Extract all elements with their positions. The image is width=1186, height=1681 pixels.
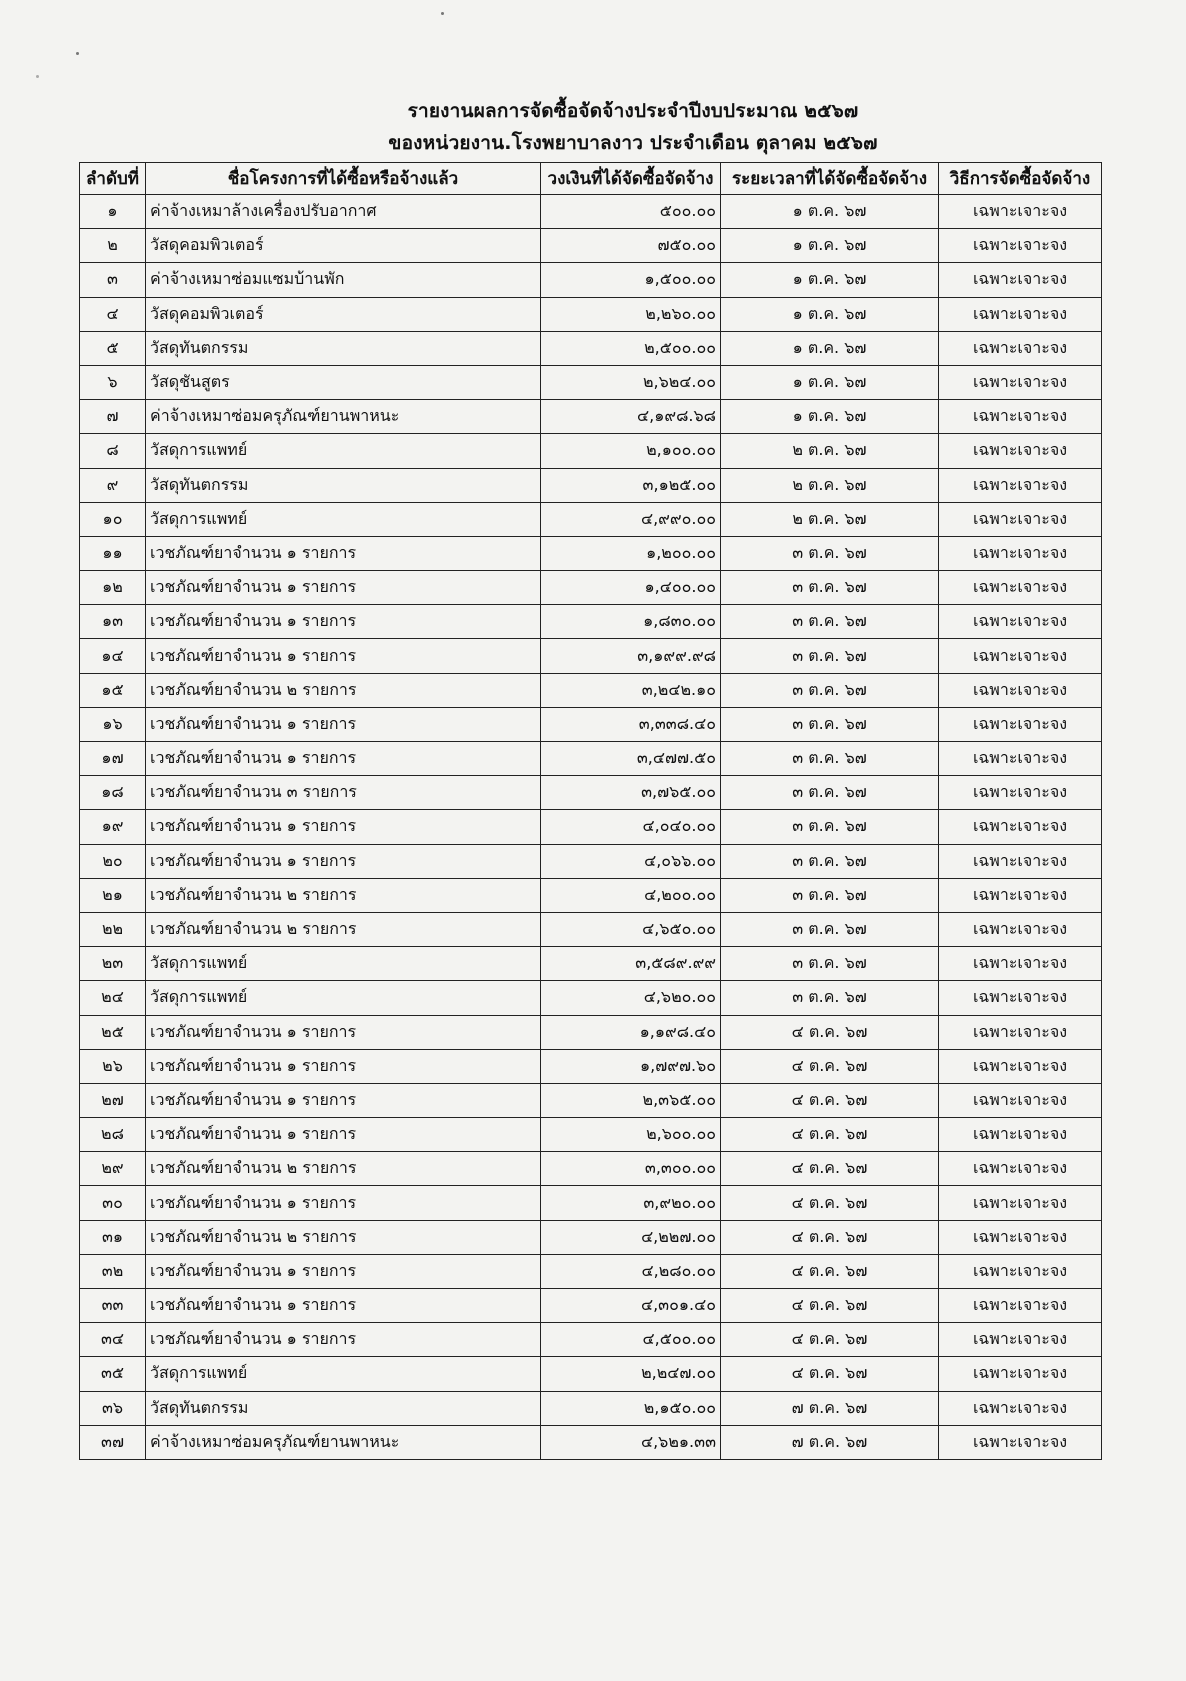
table-row [80,297,1102,331]
amount: ๔,๙๙๐.๐๐ [541,502,721,536]
amount: ๑,๘๓๐.๐๐ [541,605,721,639]
table-row [80,981,1102,1015]
row-number: ๒๒ [80,912,146,946]
table-row [80,742,1102,776]
procurement-method: เฉพาะเจาะจง [939,742,1102,776]
row-number: ๑๓ [80,605,146,639]
procurement-date: ๔ ต.ค. ๖๗ [721,1254,939,1288]
row-number: ๓ [80,263,146,297]
procurement-date: ๔ ต.ค. ๖๗ [721,1289,939,1323]
procurement-method: เฉพาะเจาะจง [939,912,1102,946]
amount: ๔,๑๙๘.๖๘ [541,400,721,434]
project-name: วัสดุชันสูตร [146,365,541,399]
procurement-date: ๔ ต.ค. ๖๗ [721,1323,939,1357]
procurement-method: เฉพาะเจาะจง [939,1152,1102,1186]
amount: ๔,๒๘๐.๐๐ [541,1254,721,1288]
row-number: ๑๒ [80,571,146,605]
procurement-method: เฉพาะเจาะจง [939,536,1102,570]
project-name: เวชภัณฑ์ยาจำนวน ๑ รายการ [146,1083,541,1117]
procurement-date: ๑ ต.ค. ๖๗ [721,297,939,331]
row-number: ๑๔ [80,639,146,673]
project-name: วัสดุการแพทย์ [146,434,541,468]
procurement-method: เฉพาะเจาะจง [939,1083,1102,1117]
project-name: เวชภัณฑ์ยาจำนวน ๑ รายการ [146,707,541,741]
project-name: ค่าจ้างเหมาซ่อมแซมบ้านพัก [146,263,541,297]
procurement-method: เฉพาะเจาะจง [939,571,1102,605]
scan-speck [441,12,444,15]
procurement-method: เฉพาะเจาะจง [939,1391,1102,1425]
project-name: เวชภัณฑ์ยาจำนวน ๑ รายการ [146,1289,541,1323]
table-body [80,195,1102,1460]
procurement-method: เฉพาะเจาะจง [939,331,1102,365]
amount: ๓,๑๙๙.๙๘ [541,639,721,673]
procurement-method: เฉพาะเจาะจง [939,195,1102,229]
row-number: ๖ [80,365,146,399]
amount: ๑,๑๙๘.๔๐ [541,1015,721,1049]
table-row [80,776,1102,810]
amount: ๔,๖๒๑.๓๓ [541,1425,721,1459]
table-row [80,536,1102,570]
table-row [80,707,1102,741]
project-name: วัสดุทันตกรรม [146,331,541,365]
project-name: เวชภัณฑ์ยาจำนวน ๑ รายการ [146,639,541,673]
project-name: ค่าจ้างเหมาซ่อมครุภัณฑ์ยานพาหนะ [146,1425,541,1459]
amount: ๒,๒๖๐.๐๐ [541,297,721,331]
procurement-date: ๓ ต.ค. ๖๗ [721,844,939,878]
procurement-date: ๑ ต.ค. ๖๗ [721,263,939,297]
amount: ๒,๓๖๕.๐๐ [541,1083,721,1117]
row-number: ๑๐ [80,502,146,536]
row-number: ๓๗ [80,1425,146,1459]
row-number: ๒๓ [80,947,146,981]
table-row [80,1118,1102,1152]
project-name: เวชภัณฑ์ยาจำนวน ๑ รายการ [146,1015,541,1049]
amount: ๓,๑๒๕.๐๐ [541,468,721,502]
amount: ๒,๖๐๐.๐๐ [541,1118,721,1152]
project-name: เวชภัณฑ์ยาจำนวน ๓ รายการ [146,776,541,810]
row-number: ๓๑ [80,1220,146,1254]
table-row [80,195,1102,229]
row-number: ๓๔ [80,1323,146,1357]
table-row [80,1152,1102,1186]
project-name: เวชภัณฑ์ยาจำนวน ๒ รายการ [146,1152,541,1186]
table-row [80,468,1102,502]
amount: ๔,๖๒๐.๐๐ [541,981,721,1015]
procurement-date: ๔ ต.ค. ๖๗ [721,1220,939,1254]
row-number: ๓๖ [80,1391,146,1425]
procurement-method: เฉพาะเจาะจง [939,981,1102,1015]
amount: ๒,๖๒๔.๐๐ [541,365,721,399]
table-row [80,1323,1102,1357]
table-row [80,229,1102,263]
project-name: เวชภัณฑ์ยาจำนวน ๑ รายการ [146,1254,541,1288]
report-title: รายงานผลการจัดซื้อจัดจ้างประจำปีงบประมาณ ๒๕๖๗ [407,100,859,122]
amount: ๔,๒๒๗.๐๐ [541,1220,721,1254]
procurement-date: ๔ ต.ค. ๖๗ [721,1186,939,1220]
amount: ๓,๕๘๙.๙๙ [541,947,721,981]
amount: ๔,๖๕๐.๐๐ [541,912,721,946]
procurement-method: เฉพาะเจาะจง [939,1015,1102,1049]
project-name: เวชภัณฑ์ยาจำนวน ๒ รายการ [146,1220,541,1254]
row-number: ๔ [80,297,146,331]
procurement-method: เฉพาะเจาะจง [939,707,1102,741]
column-header-date: ระยะเวลาที่ได้จัดซื้อจัดจ้าง [721,163,939,195]
project-name: เวชภัณฑ์ยาจำนวน ๑ รายการ [146,742,541,776]
procurement-method: เฉพาะเจาะจง [939,844,1102,878]
table-row [80,947,1102,981]
procurement-method: เฉพาะเจาะจง [939,947,1102,981]
amount: ๒,๑๐๐.๐๐ [541,434,721,468]
column-header-no: ลำดับที่ [80,163,146,195]
scan-speck [36,75,39,78]
procurement-method: เฉพาะเจาะจง [939,1049,1102,1083]
project-name: วัสดุคอมพิวเตอร์ [146,297,541,331]
table-row [80,434,1102,468]
procurement-method: เฉพาะเจาะจง [939,1289,1102,1323]
project-name: วัสดุการแพทย์ [146,502,541,536]
procurement-method: เฉพาะเจาะจง [939,434,1102,468]
row-number: ๓๓ [80,1289,146,1323]
table-row [80,673,1102,707]
table-row [80,331,1102,365]
table-row [80,844,1102,878]
row-number: ๒๘ [80,1118,146,1152]
project-name: เวชภัณฑ์ยาจำนวน ๑ รายการ [146,1049,541,1083]
procurement-date: ๓ ต.ค. ๖๗ [721,912,939,946]
row-number: ๑๑ [80,536,146,570]
procurement-method: เฉพาะเจาะจง [939,297,1102,331]
scan-speck [76,52,79,55]
row-number: ๘ [80,434,146,468]
row-number: ๒๖ [80,1049,146,1083]
row-number: ๒๙ [80,1152,146,1186]
column-header-method: วิธีการจัดซื้อจัดจ้าง [939,163,1102,195]
table-row [80,605,1102,639]
project-name: วัสดุทันตกรรม [146,468,541,502]
row-number: ๒๔ [80,981,146,1015]
procurement-method: เฉพาะเจาะจง [939,1118,1102,1152]
project-name: เวชภัณฑ์ยาจำนวน ๑ รายการ [146,844,541,878]
row-number: ๓๐ [80,1186,146,1220]
project-name: เวชภัณฑ์ยาจำนวน ๑ รายการ [146,1323,541,1357]
project-name: เวชภัณฑ์ยาจำนวน ๑ รายการ [146,810,541,844]
procurement-method: เฉพาะเจาะจง [939,502,1102,536]
project-name: ค่าจ้างเหมาซ่อมครุภัณฑ์ยานพาหนะ [146,400,541,434]
table-row [80,878,1102,912]
table-row [80,502,1102,536]
project-name: ค่าจ้างเหมาล้างเครื่องปรับอากาศ [146,195,541,229]
amount: ๔,๓๐๑.๔๐ [541,1289,721,1323]
row-number: ๒๑ [80,878,146,912]
amount: ๒,๕๐๐.๐๐ [541,331,721,365]
project-name: วัสดุทันตกรรม [146,1391,541,1425]
procurement-method: เฉพาะเจาะจง [939,878,1102,912]
row-number: ๑๙ [80,810,146,844]
amount: ๒,๑๕๐.๐๐ [541,1391,721,1425]
table-row [80,571,1102,605]
procurement-date: ๔ ต.ค. ๖๗ [721,1049,939,1083]
procurement-method: เฉพาะเจาะจง [939,1220,1102,1254]
amount: ๗๕๐.๐๐ [541,229,721,263]
project-name: เวชภัณฑ์ยาจำนวน ๑ รายการ [146,536,541,570]
procurement-method: เฉพาะเจาะจง [939,468,1102,502]
project-name: เวชภัณฑ์ยาจำนวน ๑ รายการ [146,1186,541,1220]
procurement-date: ๒ ต.ค. ๖๗ [721,468,939,502]
table-row [80,1391,1102,1425]
procurement-date: ๔ ต.ค. ๖๗ [721,1118,939,1152]
row-number: ๒๗ [80,1083,146,1117]
report-subtitle: ของหน่วยงาน.โรงพยาบาลงาว ประจำเดือน ตุลาคม ๒๕๖๗ [388,132,878,154]
amount: ๑,๕๐๐.๐๐ [541,263,721,297]
procurement-method: เฉพาะเจาะจง [939,365,1102,399]
procurement-date: ๑ ต.ค. ๖๗ [721,365,939,399]
table-row [80,365,1102,399]
procurement-date: ๓ ต.ค. ๖๗ [721,536,939,570]
procurement-date: ๓ ต.ค. ๖๗ [721,571,939,605]
procurement-method: เฉพาะเจาะจง [939,1323,1102,1357]
column-header-amount: วงเงินที่ได้จัดซื้อจัดจ้าง [541,163,721,195]
amount: ๒,๒๔๗.๐๐ [541,1357,721,1391]
row-number: ๓๕ [80,1357,146,1391]
procurement-date: ๑ ต.ค. ๖๗ [721,195,939,229]
project-name: วัสดุการแพทย์ [146,981,541,1015]
row-number: ๑ [80,195,146,229]
procurement-date: ๑ ต.ค. ๖๗ [721,400,939,434]
procurement-table [79,162,1102,1460]
procurement-date: ๑ ต.ค. ๖๗ [721,229,939,263]
amount: ๓,๓๓๘.๔๐ [541,707,721,741]
procurement-method: เฉพาะเจาะจง [939,263,1102,297]
procurement-date: ๒ ต.ค. ๖๗ [721,502,939,536]
project-name: วัสดุการแพทย์ [146,1357,541,1391]
row-number: ๕ [80,331,146,365]
procurement-date: ๓ ต.ค. ๖๗ [721,810,939,844]
amount: ๑,๔๐๐.๐๐ [541,571,721,605]
row-number: ๑๖ [80,707,146,741]
procurement-date: ๓ ต.ค. ๖๗ [721,673,939,707]
table-row [80,639,1102,673]
table-row [80,1049,1102,1083]
procurement-method: เฉพาะเจาะจง [939,1357,1102,1391]
row-number: ๒๐ [80,844,146,878]
procurement-date: ๔ ต.ค. ๖๗ [721,1015,939,1049]
table-row [80,1015,1102,1049]
row-number: ๑๗ [80,742,146,776]
table-row [80,912,1102,946]
procurement-date: ๔ ต.ค. ๖๗ [721,1357,939,1391]
row-number: ๑๕ [80,673,146,707]
amount: ๓,๓๐๐.๐๐ [541,1152,721,1186]
procurement-date: ๓ ต.ค. ๖๗ [721,639,939,673]
procurement-date: ๓ ต.ค. ๖๗ [721,707,939,741]
procurement-method: เฉพาะเจาะจง [939,639,1102,673]
procurement-date: ๔ ต.ค. ๖๗ [721,1152,939,1186]
table-row [80,1357,1102,1391]
procurement-method: เฉพาะเจาะจง [939,605,1102,639]
procurement-date: ๑ ต.ค. ๖๗ [721,331,939,365]
procurement-date: ๗ ต.ค. ๖๗ [721,1391,939,1425]
procurement-method: เฉพาะเจาะจง [939,673,1102,707]
procurement-date: ๒ ต.ค. ๖๗ [721,434,939,468]
row-number: ๗ [80,400,146,434]
row-number: ๒๕ [80,1015,146,1049]
project-name: เวชภัณฑ์ยาจำนวน ๑ รายการ [146,571,541,605]
project-name: วัสดุการแพทย์ [146,947,541,981]
amount: ๔,๒๐๐.๐๐ [541,878,721,912]
amount: ๓,๒๔๒.๑๐ [541,673,721,707]
table-row [80,1186,1102,1220]
procurement-date: ๓ ต.ค. ๖๗ [721,878,939,912]
procurement-date: ๓ ต.ค. ๖๗ [721,981,939,1015]
procurement-method: เฉพาะเจาะจง [939,229,1102,263]
table-row [80,400,1102,434]
row-number: ๒ [80,229,146,263]
table-row [80,1289,1102,1323]
project-name: เวชภัณฑ์ยาจำนวน ๒ รายการ [146,878,541,912]
row-number: ๓๒ [80,1254,146,1288]
procurement-method: เฉพาะเจาะจง [939,810,1102,844]
procurement-date: ๓ ต.ค. ๖๗ [721,605,939,639]
procurement-date: ๓ ต.ค. ๖๗ [721,742,939,776]
amount: ๔,๕๐๐.๐๐ [541,1323,721,1357]
amount: ๔,๐๖๖.๐๐ [541,844,721,878]
amount: ๔,๐๔๐.๐๐ [541,810,721,844]
table-row [80,263,1102,297]
project-name: เวชภัณฑ์ยาจำนวน ๒ รายการ [146,912,541,946]
amount: ๓,๙๒๐.๐๐ [541,1186,721,1220]
procurement-method: เฉพาะเจาะจง [939,1425,1102,1459]
procurement-method: เฉพาะเจาะจง [939,400,1102,434]
project-name: เวชภัณฑ์ยาจำนวน ๑ รายการ [146,1118,541,1152]
row-number: ๑๘ [80,776,146,810]
amount: ๑,๒๐๐.๐๐ [541,536,721,570]
table-header-row [80,163,1102,195]
procurement-method: เฉพาะเจาะจง [939,1254,1102,1288]
table-row [80,1220,1102,1254]
amount: ๓,๔๗๗.๕๐ [541,742,721,776]
procurement-date: ๓ ต.ค. ๖๗ [721,776,939,810]
procurement-date: ๗ ต.ค. ๖๗ [721,1425,939,1459]
column-header-project: ชื่อโครงการที่ได้ซื้อหรือจ้างแล้ว [146,163,541,195]
table-row [80,1254,1102,1288]
procurement-date: ๓ ต.ค. ๖๗ [721,947,939,981]
amount: ๓,๗๖๕.๐๐ [541,776,721,810]
row-number: ๙ [80,468,146,502]
project-name: วัสดุคอมพิวเตอร์ [146,229,541,263]
table-row [80,810,1102,844]
project-name: เวชภัณฑ์ยาจำนวน ๒ รายการ [146,673,541,707]
project-name: เวชภัณฑ์ยาจำนวน ๑ รายการ [146,605,541,639]
amount: ๑,๗๙๗.๖๐ [541,1049,721,1083]
table-row [80,1425,1102,1459]
table-row [80,1083,1102,1117]
procurement-date: ๔ ต.ค. ๖๗ [721,1083,939,1117]
procurement-method: เฉพาะเจาะจง [939,1186,1102,1220]
amount: ๕๐๐.๐๐ [541,195,721,229]
procurement-method: เฉพาะเจาะจง [939,776,1102,810]
